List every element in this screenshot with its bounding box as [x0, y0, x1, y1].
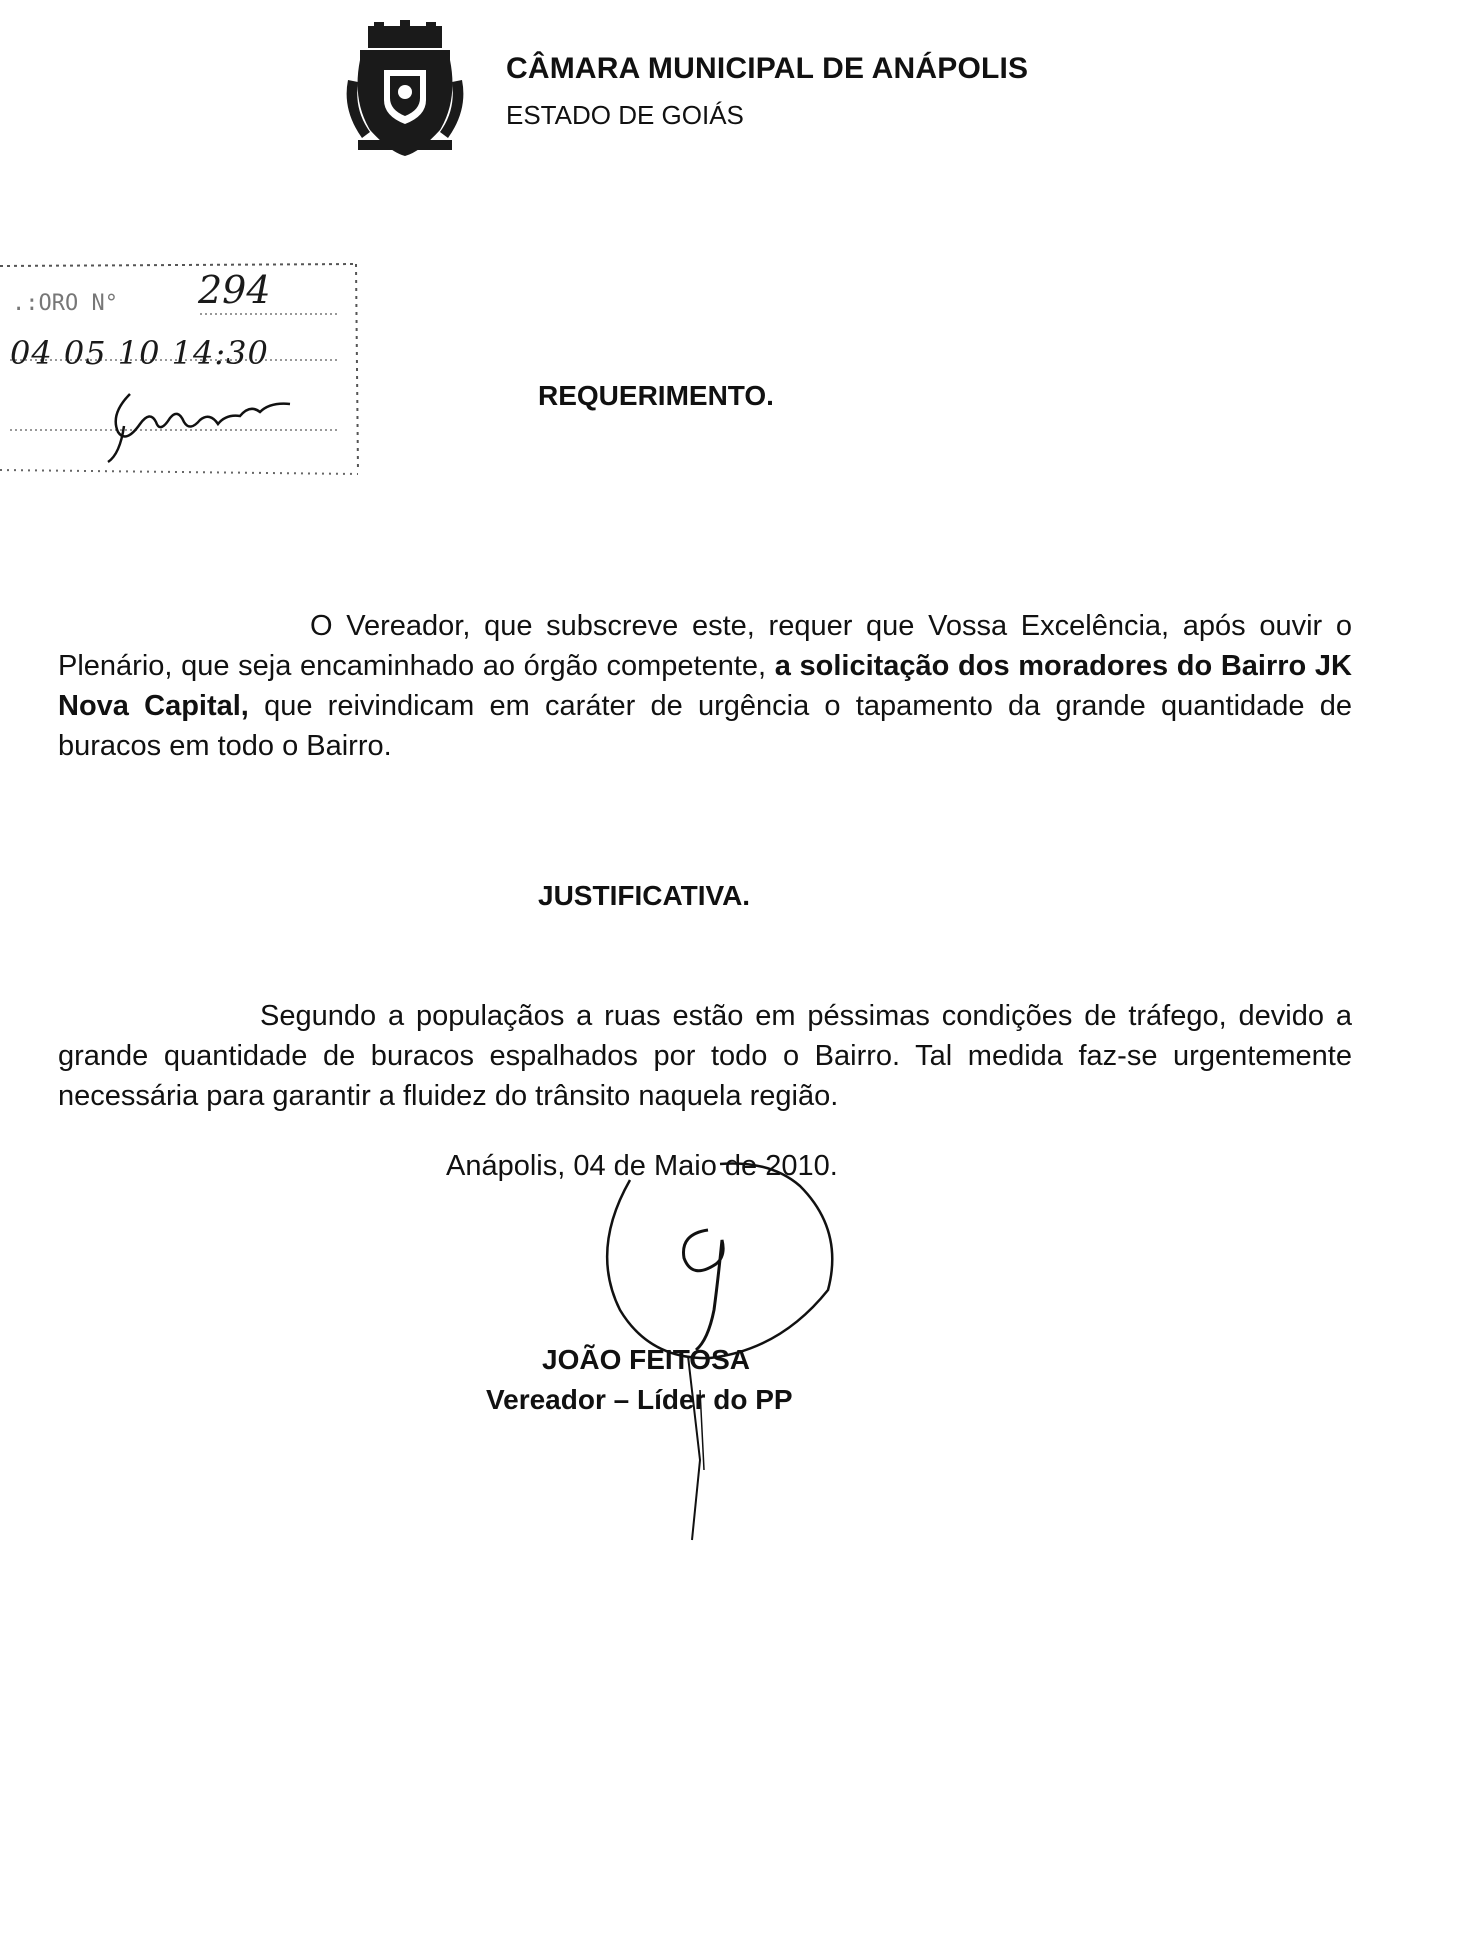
request-text-end: que reivindicam em caráter de urgência o tapamento da grande quantidade de buracos em todo o Bairro. [58, 690, 1353, 762]
protocol-number: 294 [198, 268, 271, 312]
request-text-start: O Vereador, que subscreve este, requer que Vossa Excelência, após ouvir o Plenário, que seja encaminhado ao órgão competente, [58, 610, 1352, 682]
request-text-highlight: a solicitação dos moradores do Bairro JK Nova Capital, [58, 650, 1352, 722]
signatory-name: JOÃO FEITOSA [542, 1344, 750, 1375]
municipal-crest-icon [340, 20, 470, 160]
handwritten-signature [600, 1160, 840, 1580]
svg-text:.:ORO N°: .:ORO N° [12, 291, 118, 316]
signatory-role: Vereador – Líder do PP [486, 1384, 793, 1415]
protocol-datetime: 04 05 10 14:30 [10, 334, 269, 372]
justification-title: JUSTIFICATIVA. [538, 880, 751, 911]
institution-state: ESTADO DE GOIÁS [506, 100, 744, 130]
request-paragraph [58, 606, 1352, 766]
institution-name: CÂMARA MUNICIPAL DE ANÁPOLIS [506, 52, 1029, 85]
justification-text: Segundo a populaçãos a ruas estão em péssimas condições de tráfego, devido a grande quantidade de buracos espalhados por todo o Bairro. Tal medida faz-se urgentemente necessária para garantir a fluidez do trânsito naquela região. [58, 1000, 1352, 1112]
justification-paragraph [58, 996, 1352, 1116]
request-title: REQUERIMENTO. [538, 380, 774, 411]
protocol-initials-signature [100, 374, 320, 464]
place-date: Anápolis, 04 de Maio de 2010. [446, 1150, 838, 1182]
